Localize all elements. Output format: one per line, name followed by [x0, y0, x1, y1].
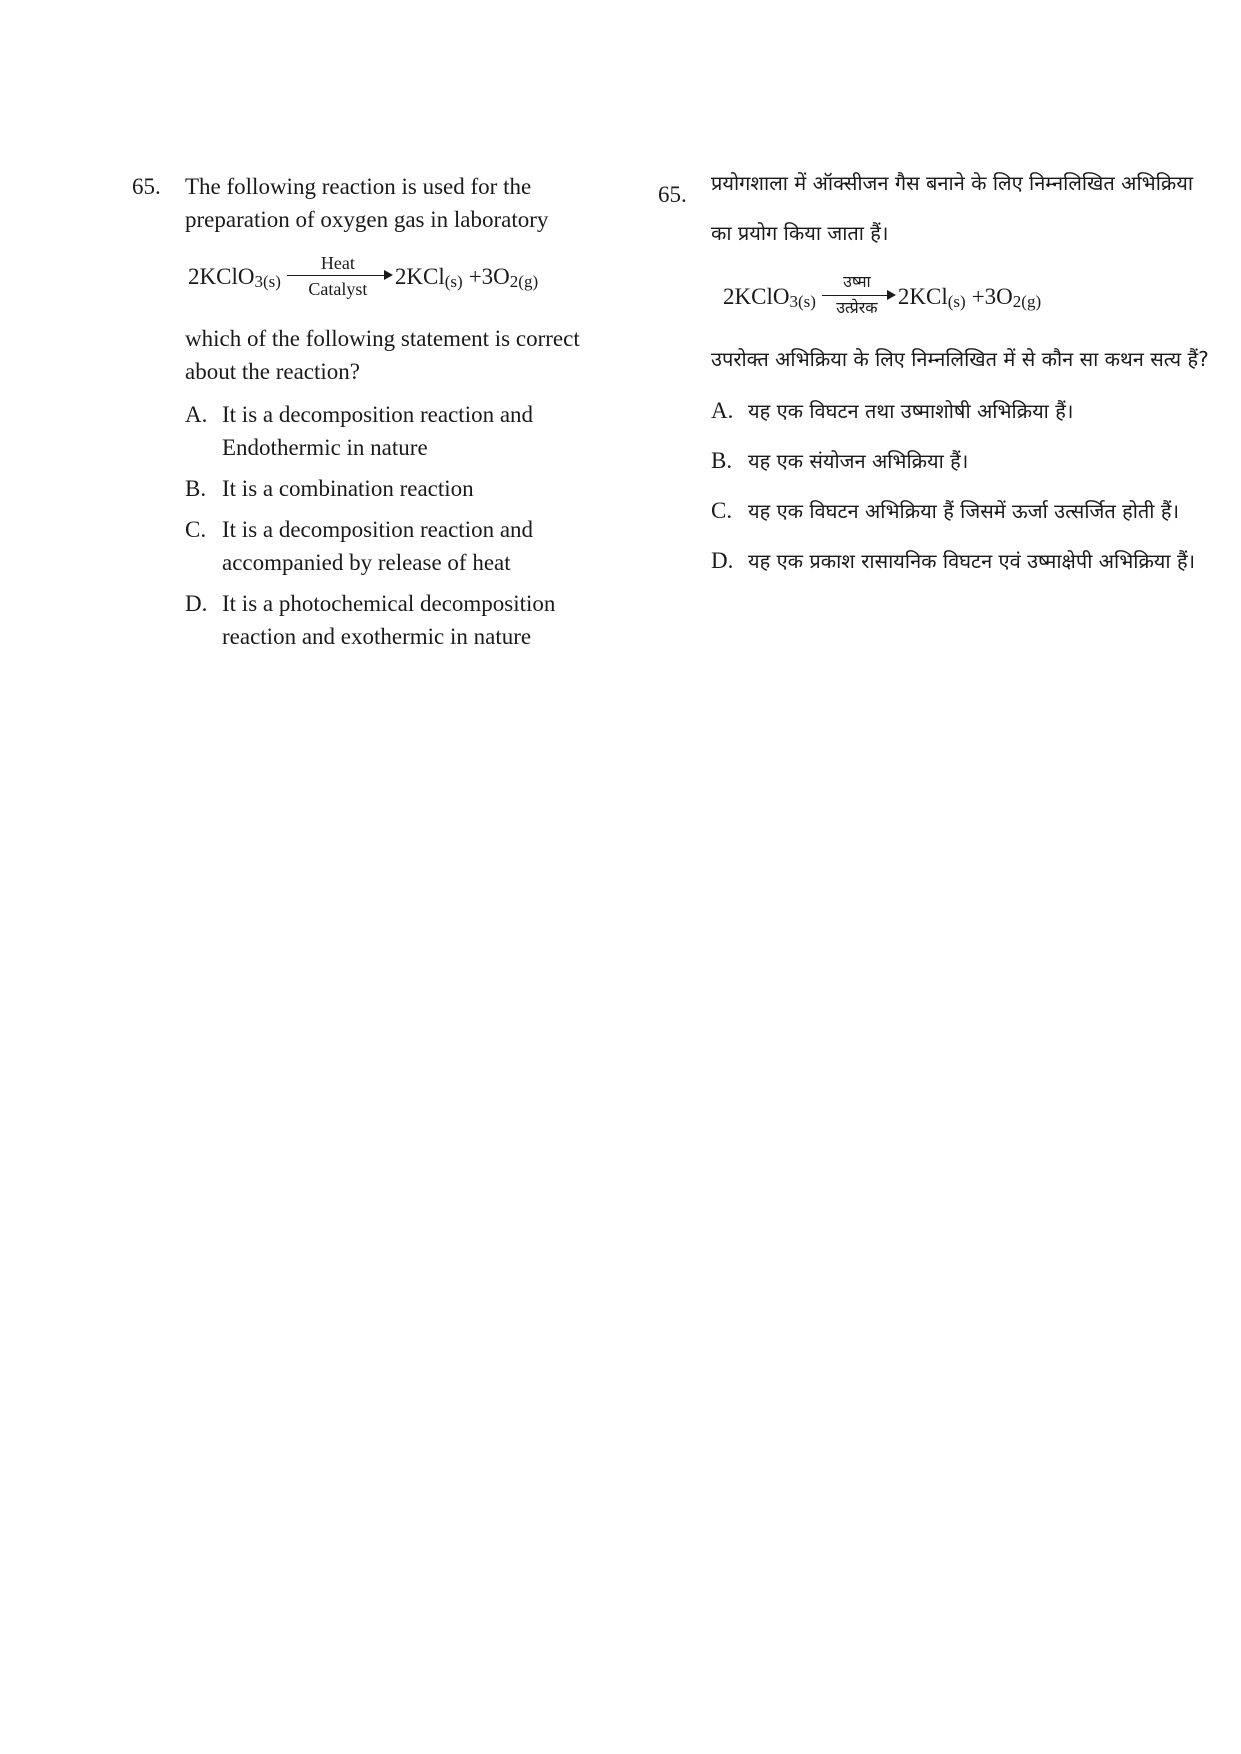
question-body — [711, 158, 1218, 586]
arrow-shaft — [822, 295, 890, 296]
arrow-condition-above: Heat — [320, 253, 355, 273]
product-2-subscript: 2(g) — [1012, 291, 1042, 311]
option-c — [711, 486, 1218, 536]
product-2: +3O — [468, 263, 510, 289]
option-label: D. — [185, 591, 208, 616]
arrow-condition-below: Catalyst — [308, 279, 368, 299]
option-d — [185, 587, 632, 653]
option-b — [711, 436, 1218, 486]
question-body — [185, 170, 632, 653]
option-label: A. — [185, 402, 208, 427]
option-label: B. — [185, 476, 207, 501]
product-1-subscript: (s) — [947, 291, 966, 311]
question-number: 65. — [658, 182, 687, 207]
reactant-subscript: 3(s) — [789, 291, 816, 311]
question-stem: प्रयोगशाला में ऑक्सीजन गैस बनाने के लिए निम्नलिखित अभिक्रिया का प्रयोग किया जाता हैं। — [711, 171, 1194, 245]
option-text: यह एक प्रकाश रासायनिक विघटन एवं उष्माक्षेपी अभिक्रिया हैं। — [748, 549, 1196, 573]
option-a — [711, 386, 1218, 436]
option-text: यह एक विघटन अभिक्रिया हैं जिसमें ऊर्जा उत्सर्जित होती हैं। — [748, 499, 1180, 523]
option-text: यह एक विघटन तथा उष्माशोषी अभिक्रिया हैं। — [748, 399, 1074, 423]
arrow-shaft — [287, 275, 387, 276]
option-b — [185, 472, 632, 505]
option-text: It is a decomposition reaction and accompanied by release of heat — [222, 517, 534, 575]
arrow-condition-below: उत्प्रेरक — [836, 298, 878, 317]
reactant-subscript: 3(s) — [254, 271, 281, 291]
question-english — [132, 170, 632, 653]
product-2-subscript: 2(g) — [509, 271, 539, 291]
option-d — [711, 536, 1218, 586]
reaction-arrow — [818, 272, 896, 320]
option-label: D. — [711, 548, 734, 573]
chemical-equation — [188, 252, 632, 300]
question-stem: The following reaction is used for the preparation of oxygen gas in laboratory — [185, 174, 549, 232]
question-number: 65. — [132, 174, 161, 199]
option-label: C. — [185, 517, 207, 542]
reactant: 2KClO — [188, 263, 255, 289]
arrow-condition-above: उष्मा — [843, 272, 871, 291]
option-label: B. — [711, 448, 733, 473]
option-text: It is a photochemical decomposition reaction and exothermic in nature — [222, 591, 556, 649]
product-2: +3O — [971, 283, 1013, 309]
arrow-head-icon — [384, 270, 393, 280]
question-hindi — [658, 170, 1218, 586]
product-1: 2KCl — [394, 263, 445, 289]
option-a — [185, 398, 632, 464]
arrow-head-icon — [887, 290, 896, 300]
product-1-subscript: (s) — [444, 271, 463, 291]
option-label: A. — [711, 398, 734, 423]
option-text: It is a combination reaction — [222, 476, 474, 501]
question-prompt: उपरोक्त अभिक्रिया के लिए निम्नलिखित में से कौन सा कथन सत्य हैं? — [711, 347, 1209, 371]
question-prompt: which of the following statement is correct about the reaction? — [185, 326, 580, 384]
reactant: 2KClO — [723, 283, 790, 309]
chemical-equation — [723, 272, 1218, 320]
option-label: C. — [711, 498, 733, 523]
reaction-arrow — [283, 252, 393, 300]
product-1: 2KCl — [897, 283, 948, 309]
option-text: यह एक संयोजन अभिक्रिया हैं। — [748, 449, 969, 473]
option-text: It is a decomposition reaction and Endothermic in nature — [222, 402, 534, 460]
option-c — [185, 513, 632, 579]
